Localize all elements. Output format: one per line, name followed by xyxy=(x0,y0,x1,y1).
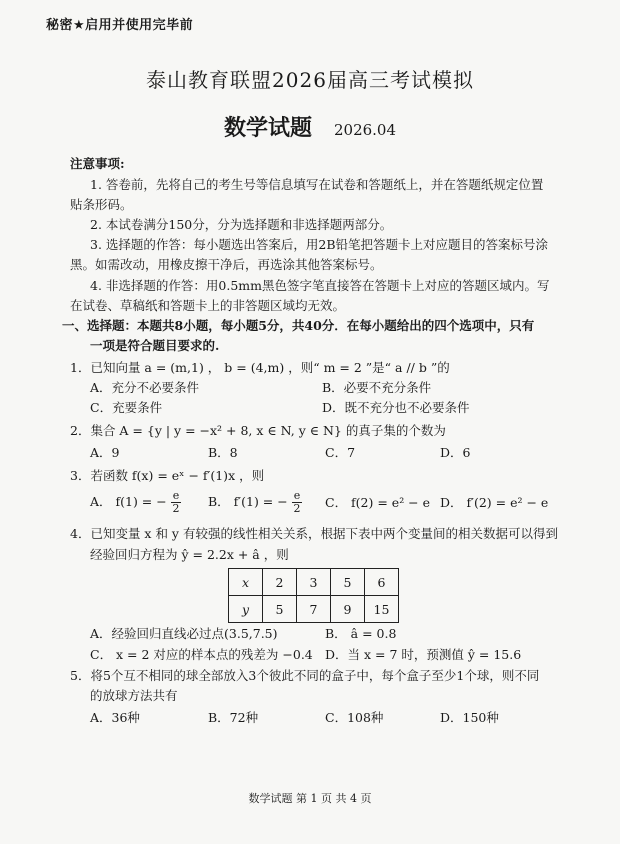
table-row-x xyxy=(229,569,399,596)
notes-heading: 注意事项: xyxy=(70,156,125,171)
table-cell: 5 xyxy=(331,569,365,596)
q4-option-b: B． â = 0.8 xyxy=(325,626,397,641)
q5-option-a: A．36种 xyxy=(90,710,140,725)
section-heading-line1: 一、选择题：本题共8小题，每小题5分，共40分．在每小题给出的四个选项中，只有 xyxy=(62,318,535,333)
table-cell: 3 xyxy=(297,569,331,596)
exam-title: 泰山教育联盟2026届高三考试模拟 xyxy=(146,68,474,92)
q4-option-a: A．经验回归直线必过点(3.5,7.5) xyxy=(90,626,278,641)
q3-option-a xyxy=(90,490,181,515)
confidential-mark: 秘密★启用并使用完毕前 xyxy=(46,18,194,33)
section-heading-line2: 一项是符合题目要求的. xyxy=(90,338,220,353)
table-cell: 5 xyxy=(263,596,297,623)
note-4a: 4. 非选择题的作答：用0.5mm黑色签字笔直接答在答题卡上对应的答题区域内。写 xyxy=(90,278,550,293)
table-cell: y xyxy=(229,596,263,623)
q1-option-c: C．充要条件 xyxy=(90,400,163,415)
q2-option-c: C．7 xyxy=(325,445,356,460)
q2-option-b: B．8 xyxy=(208,445,238,460)
q2-option-a: A．9 xyxy=(90,445,120,460)
q2-option-d: D．6 xyxy=(440,445,471,460)
exam-date: 2026.04 xyxy=(333,121,397,139)
q4-stem-line1: 4．已知变量 x 和 y 有较强的线性相关关系，根据下表中两个变量间的相关数据可以得到 xyxy=(70,526,558,541)
data-table xyxy=(228,568,399,623)
q3-option-d: D． f′(2) = e² − e xyxy=(440,495,549,510)
table-cell: 15 xyxy=(365,596,399,623)
q3-option-a-fraction xyxy=(171,490,182,515)
subject-name: 数学试题 xyxy=(223,115,312,141)
table-row-y xyxy=(229,596,399,623)
q5-option-c: C．108种 xyxy=(325,710,384,725)
q1-option-a: A．充分不必要条件 xyxy=(90,380,200,395)
note-1a: 1. 答卷前，先将自己的考生号等信息填写在试卷和答题纸上，并在答题纸规定位置 xyxy=(90,177,544,192)
fraction-denominator: 2 xyxy=(172,502,180,515)
q5-option-d: D．150种 xyxy=(440,710,499,725)
note-4b: 在试卷、草稿纸和答题卡上的非答题区域均无效。 xyxy=(70,298,346,313)
q3-stem: 3．若函数 f(x) = eˣ − f′(1)x ，则 xyxy=(70,468,265,483)
q2-stem: 2．集合 A = {y | y = −x² + 8, x ∈ N, y ∈ N} 的真子集的个数为 xyxy=(70,423,446,438)
q3-option-b-text: B． f′(1) = − xyxy=(208,494,288,509)
q4-option-c: C． x = 2 对应的样本点的残差为 −0.4 xyxy=(90,647,313,662)
fraction-denominator: 2 xyxy=(293,502,301,515)
q3-option-b xyxy=(208,490,302,515)
page-footer: 数学试题 第 1 页 共 4 页 xyxy=(248,792,372,805)
q1-stem: 1．已知向量 a = (m,1) ， b = (4,m) ，则“ m = 2 ”是“ a // b ”的 xyxy=(70,360,450,375)
q1-option-d: D．既不充分也不必要条件 xyxy=(322,400,470,415)
table-cell: 9 xyxy=(331,596,365,623)
note-2: 2. 本试卷满分150分，分为选择题和非选择题两部分。 xyxy=(90,217,393,232)
subject-title xyxy=(0,111,620,142)
fraction-numerator: e xyxy=(293,489,301,502)
q1-option-b: B．必要不充分条件 xyxy=(322,380,432,395)
q3-option-a-text: A． f(1) = − xyxy=(90,494,167,509)
q5-stem-line1: 5．将5个互不相同的球全部放入3个彼此不同的盒子中，每个盒子至少1个球，则不同 xyxy=(70,668,540,683)
note-1b: 贴条形码。 xyxy=(70,197,133,212)
q3-option-c: C． f(2) = e² − e xyxy=(325,495,431,510)
table-cell: 2 xyxy=(263,569,297,596)
table-cell: x xyxy=(229,569,263,596)
q4-option-d: D．当 x = 7 时，预测值 ŷ = 15.6 xyxy=(325,647,522,662)
q3-option-b-fraction xyxy=(292,490,303,515)
q5-stem-line2: 的放球方法共有 xyxy=(90,688,178,703)
q4-stem-line2: 经验回归方程为 ŷ = 2.2x + â ，则 xyxy=(90,547,289,562)
note-3a: 3. 选择题的作答：每小题选出答案后，用2B铅笔把答题卡上对应题目的答案标号涂 xyxy=(90,237,549,252)
table-cell: 6 xyxy=(365,569,399,596)
note-3b: 黑。如需改动，用橡皮擦干净后，再选涂其他答案标号。 xyxy=(70,257,383,272)
fraction-numerator: e xyxy=(172,489,180,502)
table-cell: 7 xyxy=(297,596,331,623)
q5-option-b: B．72种 xyxy=(208,710,259,725)
